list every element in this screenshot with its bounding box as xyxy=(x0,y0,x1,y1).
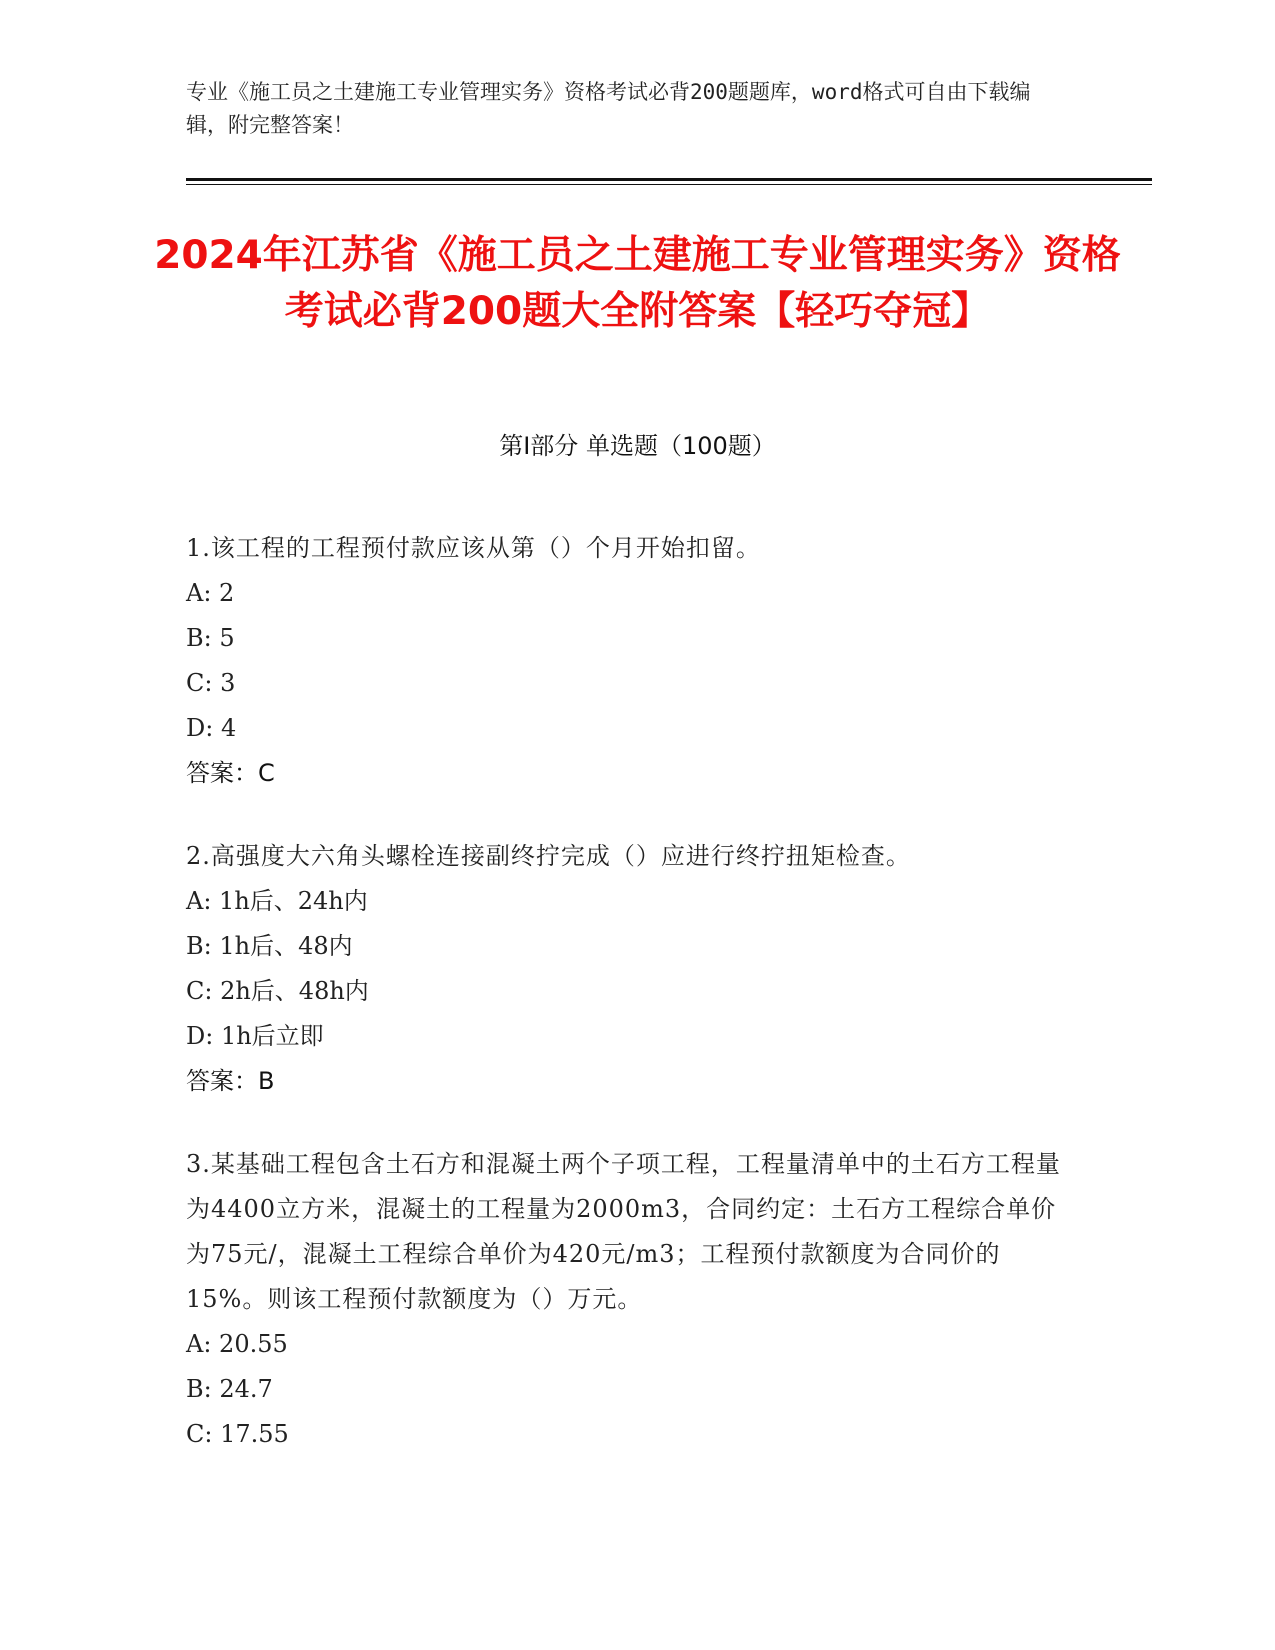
question-2 xyxy=(186,834,1066,1104)
answer: 答案：B xyxy=(186,1067,275,1095)
option-a: A: 2 xyxy=(186,579,235,607)
option-b: B: 24.7 xyxy=(186,1375,273,1403)
option-b: B: 1h后、48内 xyxy=(186,932,353,960)
option-c: C: 2h后、48h内 xyxy=(186,977,369,1005)
question-stem: 1.该工程的工程预付款应该从第（）个月开始扣留。 xyxy=(186,534,761,562)
section-title: 第I部分 单选题（100题） xyxy=(499,432,776,460)
header-divider-thick xyxy=(186,178,1152,181)
question-3 xyxy=(186,1142,1066,1457)
question-list xyxy=(186,526,1066,1495)
answer: 答案：C xyxy=(186,759,275,787)
header-divider-thin xyxy=(186,184,1152,185)
option-b: B: 5 xyxy=(186,624,235,652)
option-a: A: 20.55 xyxy=(186,1330,288,1358)
header-note: 专业《施工员之土建施工专业管理实务》资格考试必背200题题库，word格式可自由下载编辑，附完整答案！ xyxy=(186,80,1031,137)
option-a: A: 1h后、24h内 xyxy=(186,887,368,915)
option-d: D: 4 xyxy=(186,714,237,742)
question-stem: 2.高强度大六角头螺栓连接副终拧完成（）应进行终拧扭矩检查。 xyxy=(186,842,911,870)
document-title: 2024年江苏省《施工员之土建施工专业管理实务》资格考试必背200题大全附答案【轻巧夺冠】 xyxy=(154,233,1121,334)
option-c: C: 3 xyxy=(186,669,236,697)
option-d: D: 1h后立即 xyxy=(186,1022,324,1050)
question-stem: 3.某基础工程包含土石方和混凝土两个子项工程，工程量清单中的土石方工程量为4400立方米，混凝土的工程量为2000m3，合同约定：土石方工程综合单价为75元/，混凝土工程综合单价为420元/m3；工程预付款额度为合同价的15%。则该工程预付款额度为（）万元。 xyxy=(186,1150,1061,1313)
question-1 xyxy=(186,526,1066,796)
option-c: C: 17.55 xyxy=(186,1420,289,1448)
